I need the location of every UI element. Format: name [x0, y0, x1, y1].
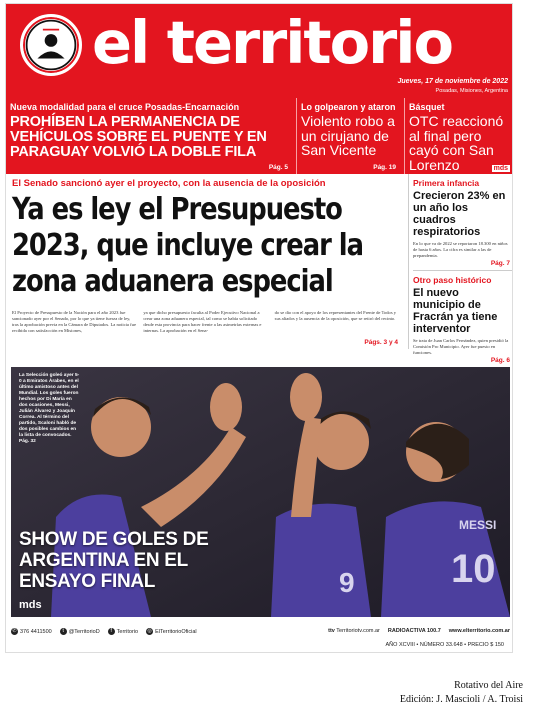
robbery-headline: Violento robo a un cirujano de San Vicente	[301, 113, 395, 158]
jersey-number-10: 10	[451, 547, 496, 591]
basketball-teaser[interactable]	[404, 98, 512, 174]
side-page-ref-2: Pág. 6	[490, 357, 510, 364]
side-headline-2: El nuevo municipio de Fracrán ya tiene interventor	[413, 287, 498, 335]
teaser-band	[6, 98, 513, 174]
side-column	[408, 174, 512, 364]
jersey-number-9: 9	[339, 567, 355, 598]
footer-phone-text: 376 4411500	[20, 628, 52, 635]
photo-caption-text: La Selección goleó ayer 5-0 a Emiratos Árabes, en el último amistoso antes del Mundial. Los goles fueron hechos por Di María en dos ocasiones, Messi, Julián Álvarez y Joaquín Correa. Al término del partido, Scaloni habló de dos posibles cambios en la lista de convocados.	[19, 373, 80, 438]
mds-badge: mds	[493, 165, 508, 172]
robbery-kicker: Lo golpearon y ataron	[301, 102, 396, 112]
side-kicker-2: Otro paso histórico	[413, 275, 492, 285]
footer-tv-logo: ttv	[328, 628, 335, 634]
side-page-ref-1: Pág. 7	[490, 260, 510, 267]
side-headline-1: Crecieron 23% en un año los cuadros respiratorios	[413, 190, 506, 238]
footer-twitter-text: @TerritorioD	[68, 628, 100, 635]
edition-info: AÑO XCVIII • NÚMERO 33.648 • PRECIO $ 150	[385, 642, 504, 648]
footer-facebook-text: Territorio	[116, 628, 139, 635]
main-body-col-1: El Proyecto de Presupuesto de la Nación para el año 2023 fue sancionado ayer por el Senado, por lo que ya tiene fuerza de ley, tras la aprobación previa en la Cámara de Diputados. La noticia fue recibida con satisfacción en Misiones,	[12, 310, 136, 333]
footer-instagram[interactable]	[146, 628, 197, 635]
robbery-teaser[interactable]	[296, 98, 400, 174]
whatsapp-icon: ✆	[12, 627, 17, 634]
masthead	[6, 4, 513, 98]
footer-tv[interactable]	[328, 628, 380, 634]
lead-page-ref: Pág. 5	[268, 164, 288, 171]
main-page-ref: Págs. 3 y 4	[364, 339, 398, 346]
footer-site[interactable]: www.elterritorio.com.ar	[448, 628, 510, 634]
newspaper-seal-logo	[20, 14, 82, 76]
photo-headline: SHOW DE GOLES DE ARGENTINA EN EL ENSAYO FINAL	[19, 529, 209, 592]
twitter-icon: t	[60, 628, 67, 635]
main-kicker: El Senado sancionó ayer el proyecto, con la ausencia de la oposición	[12, 178, 326, 189]
footer-bar	[11, 624, 510, 638]
issue-date: Jueves, 17 de noviembre de 2022	[397, 78, 508, 85]
footer-tv-site: Territoriotv.com.ar	[336, 628, 380, 634]
side-story-fracran[interactable]	[413, 275, 512, 364]
lead-kicker: Nueva modalidad para el cruce Posadas-Encarnación	[10, 102, 240, 112]
footer-twitter[interactable]	[60, 628, 100, 635]
footer-instagram-text: ElTerritorioOficial	[155, 628, 197, 635]
lead-teaser[interactable]	[10, 98, 292, 174]
photo-caption-page-ref: Pág. 32	[19, 439, 36, 444]
main-story[interactable]	[6, 174, 406, 349]
side-body-2: Se trata de Juan Carlos Fernández, quien presidió la Comisión Pro Municipio. Ayer fue puesto en funciones.	[413, 338, 509, 355]
robbery-page-ref: Pág. 19	[373, 164, 396, 171]
issue-place: Posadas, Misiones, Argentina	[435, 88, 508, 94]
credit-line-1: Rotativo del Aire	[454, 680, 523, 691]
footer-phone[interactable]	[11, 628, 52, 635]
newspaper-front-page	[5, 3, 513, 653]
jersey-name-messi: MESSI	[459, 518, 497, 532]
side-story-infancia[interactable]	[413, 178, 512, 267]
photo-mds-badge: mds	[19, 599, 42, 611]
side-kicker-1: Primera infancia	[413, 178, 480, 188]
facebook-icon: f	[108, 628, 115, 635]
basketball-kicker: Básquet	[409, 102, 445, 112]
masthead-title: el territorio	[92, 8, 453, 77]
lead-photo[interactable]	[11, 367, 510, 617]
credit-line-2: Edición: J. Mascioli / A. Troisi	[399, 694, 523, 705]
side-divider	[413, 270, 512, 271]
photo-caption-small	[19, 373, 81, 445]
main-body-col-3: do se dio con el apoyo de los representantes del Frente de Todos y sus aliados y la ausencia de la oposición, que se retiró del recinto.	[274, 310, 397, 321]
main-body-col-2: ya que dicho presupuesto faculta al Poder Ejecutivo Nacional a crear una zona aduanera especial, tal como se había solicitado desde esta provincia para hacer frente a las asimetrías externas e internas. La aprobación en el Sena-	[143, 310, 262, 333]
main-body	[12, 310, 400, 334]
footer-radio[interactable]: RADIOACTIVA 100.7	[387, 628, 441, 634]
basketball-headline: OTC reaccionó al final pero cayó con San Lorenzo	[409, 113, 504, 173]
main-headline: Ya es ley el Presupuesto 2023, que incluye crear la zona aduanera especial	[12, 192, 363, 299]
footer-facebook[interactable]	[108, 628, 138, 635]
instagram-icon: ◎	[147, 627, 152, 634]
lead-headline: PROHÍBEN LA PERMANENCIA DE VEHÍCULOS SOBRE EL PUENTE Y EN PARAGUAY VOLVIÓ LA DOBLE FILA	[10, 114, 267, 160]
side-body-1: En lo que va de 2022 se reportaron 18.300 en niños de hasta 6 años. La cifra es similar a las de prepandemia.	[413, 241, 508, 258]
